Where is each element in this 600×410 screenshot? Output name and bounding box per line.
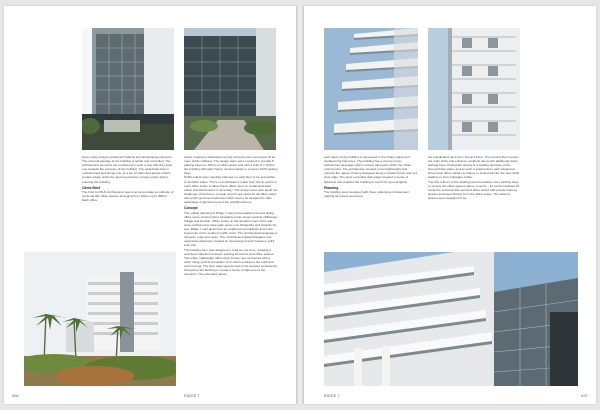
paragraph: The building were designed with three underground basement parking structures accessed — [324, 190, 409, 199]
paragraph: via a dedicated ramp from Ground Floor. The Ground floor houses the main lobby and entrance vestibule along with additional visitor parking bays. Pedestrian activity is a leading principle on the Ground Floor plane and as such a supertexture path situated at street level offers visitors a chance to sit and admire the view while waiting on their colleague coffee. — [428, 155, 520, 180]
building-glass-facade-photo — [184, 28, 276, 150]
running-title-left: RIDGE 7 — [184, 394, 200, 398]
white-facade-photo — [428, 28, 520, 150]
left-text-column-2 — [184, 155, 278, 276]
right-page — [304, 6, 596, 404]
paragraph: and nature of the building is expressed in the sharp edges and cantilevering balconies. The building has a strong corner architecture language which crosses rigorously within the urban environment. The architecture created to feel lightweight and express the nature of being designed along a coastal forest and sea view edge. The layer extended slab edges created a sense of lightness and enabled the building to touch the ground lightly. — [324, 155, 418, 184]
paragraph: Public toilets were carefully planned on each floor to be accessible to all office suites. There is an allowance made from the tip points in each office suites to allow future office users to install dedicated toilets and kitchenettes if necessary. The design team also faced the challenge of training to provide superb sea views for all office suites along with generous balconies which had to be designed to take advantage of glorious food of the neighbourhood. — [184, 175, 278, 205]
cantilevered-balconies-photo — [324, 252, 578, 386]
page-number-left: 606 — [12, 394, 19, 398]
right-text-column-1 — [324, 155, 418, 198]
paragraph: The spatial planning of Ridge 7 was conceptualised around giving office users uninterrupted sprawling ocean views towards uMhlanga Village and Durban. Office suites on the Southern part of the site were positioned to have wide views over Ridgeside and towards the sea. Ridge 7 sets apart from its neighbouring buildings and is the focal point of the southern traffic circle. The architectural language is dynamic, crisp and clean. The multi-faceted glazed façades and expressive balconies created an interesting tension between solid and void. — [184, 210, 278, 248]
left-page — [4, 6, 296, 404]
left-text-column-1 — [82, 155, 174, 203]
section-heading-planning: Planning — [324, 185, 339, 190]
paragraph: The brief to PAUK Architecture was to accommodate a multitude of sectional title office spaces arranging from 100m² up to 908m². Each office — [82, 190, 174, 203]
right-text-column-2 — [428, 155, 520, 200]
section-heading-client-brief: Client Brief — [82, 185, 101, 190]
paragraph: space required a dedicated security entrance door accessed off an open public walkway. The design team were required to provide 5 parking bays per 100m² of office space and with a bulk of 7,700m², the building ultimately had to accommodate in excess of 520 parking bays. — [184, 155, 278, 176]
building-exterior-with-palms-photo — [24, 252, 176, 386]
building-entrance-photo — [82, 28, 174, 150]
balcony-slabs-photo — [324, 28, 418, 150]
paragraph: boom using closely positioned bollards and landscaping elements. The external signage at the building is subtle and controlled. The architectural elements are positioned in such a way that they lead one towards the entrance of the building. The pedestrian flow is unobstructed and brings one up a set of stairs and allows visitors to take refuge under the layered entrance canopy edges before entering the building. — [82, 155, 173, 184]
page-number-right: 607 — [581, 394, 588, 398]
book-spine — [296, 6, 304, 404]
section-heading-concept: Concept — [184, 206, 198, 211]
paragraph: The building form was designed to read as one form, creating a seamless transition between parking structures and office spaces. Two white, lightweight office wing "boxes" are connected with a solid, rising vertical circulation core which embraces the solid and void concept. The floor plate layouts tried to be stepped consistently throughout the building to create a sense of lightness to the elevation. The extended nature — [184, 247, 277, 277]
running-title-right: RIDGE 7 — [324, 394, 340, 398]
paragraph: The first 4 floors of the building accommodates more parking bays to service the office spaces above. Level 5 – 12 accommodates 16 exclusive sectional title serviced office suites with private balcony spaces accessed directly from the office suites. The balcony spaces were designed to be — [428, 179, 520, 200]
